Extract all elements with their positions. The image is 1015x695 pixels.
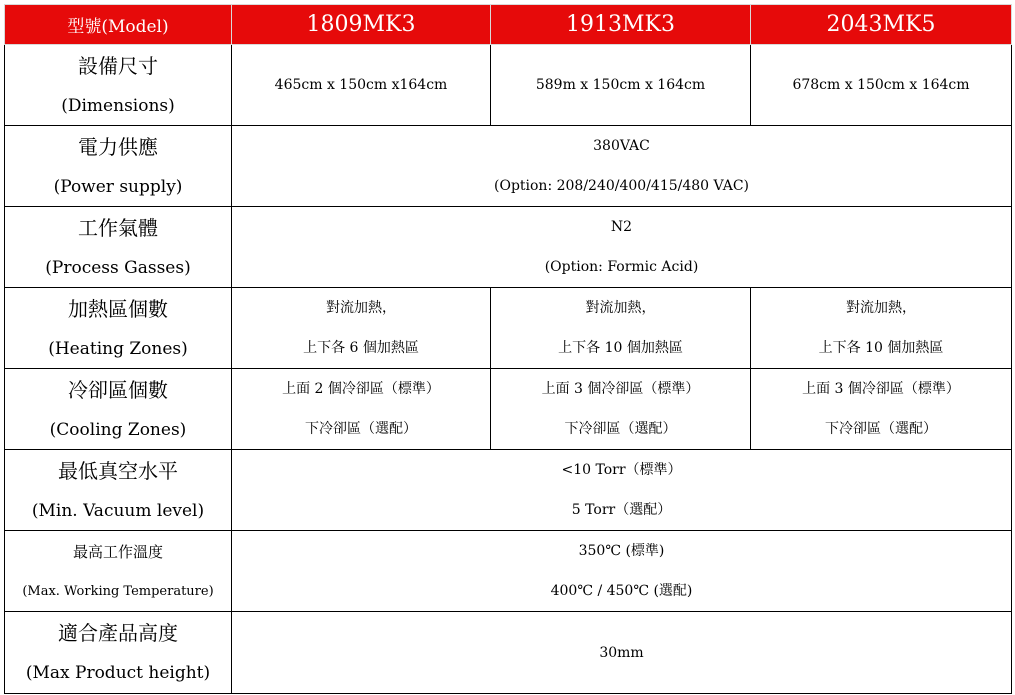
cooling-cell-2: [491, 369, 751, 450]
row-label: [5, 45, 232, 126]
merged-cell: [232, 531, 1012, 612]
row-label: [5, 450, 232, 531]
merged-cell: [232, 207, 1012, 288]
merged-cell: [232, 450, 1012, 531]
label-en: (Power supply): [53, 176, 183, 197]
row-heating-zones: [5, 288, 1012, 369]
label-zh: 加熱區個數: [68, 296, 168, 321]
label-en: (Min. Vacuum level): [31, 500, 205, 521]
value-line-1: 上面 3 個冷卻區（標準）: [541, 381, 700, 397]
value-line-2: (Option: Formic Acid): [544, 259, 699, 275]
cooling-cell-3: [751, 369, 1012, 450]
header-model-3: 2043MK5: [751, 5, 1012, 45]
label-en: (Heating Zones): [48, 338, 188, 359]
value-line-1: <10 Torr（標準）: [561, 462, 682, 478]
header-row: [5, 5, 1012, 45]
row-label: [5, 369, 232, 450]
row-min-vacuum: [5, 450, 1012, 531]
heating-cell-2: [491, 288, 751, 369]
spec-table: [4, 4, 1012, 694]
label-en: (Dimensions): [61, 95, 175, 116]
label-en: (Cooling Zones): [49, 419, 187, 440]
value-line-2: 上下各 10 個加熱區: [818, 340, 944, 356]
value-line-2: 上下各 10 個加熱區: [558, 340, 683, 356]
row-cooling-zones: [5, 369, 1012, 450]
value-line-1: 380VAC: [593, 138, 650, 154]
dimension-value-2: 589m x 150cm x 164cm: [491, 45, 751, 126]
row-dimensions: [5, 45, 1012, 126]
header-model-label: 型號(Model): [5, 5, 232, 45]
value-line-1: 對流加熱，: [326, 300, 396, 316]
row-label: [5, 531, 232, 612]
value-line-1: N2: [610, 219, 633, 235]
value-line-1: 350℃ (標準): [578, 543, 665, 559]
label-zh: 適合產品高度: [58, 620, 178, 645]
row-label: [5, 126, 232, 207]
value-line-1: 對流加熱，: [846, 300, 916, 316]
product-height-value: 30mm: [232, 612, 1012, 694]
value-line-2: 5 Torr（選配）: [571, 502, 672, 518]
label-en: (Max. Working Temperature): [22, 583, 214, 599]
row-max-product-height: [5, 612, 1012, 694]
row-process-gasses: [5, 207, 1012, 288]
heating-cell-1: [232, 288, 491, 369]
value-line-2: 下冷卻區（選配）: [564, 421, 677, 437]
label-zh: 冷卻區個數: [68, 377, 168, 402]
label-en: (Max Product height): [25, 663, 211, 684]
label-zh: 電力供應: [78, 134, 158, 159]
row-label: [5, 288, 232, 369]
label-zh: 設備尺寸: [78, 53, 158, 78]
value-line-1: 上面 2 個冷卻區（標準）: [282, 381, 440, 397]
value-line-2: 400℃ / 450℃ (選配): [550, 583, 693, 599]
value-line-2: 下冷卻區（選配）: [305, 421, 417, 437]
value-line-2: (Option: 208/240/400/415/480 VAC): [494, 178, 749, 194]
cooling-cell-1: [232, 369, 491, 450]
header-model-2: 1913MK3: [491, 5, 751, 45]
header-model-1: 1809MK3: [232, 5, 491, 45]
row-label: [5, 207, 232, 288]
value-line-1: 對流加熱，: [585, 300, 656, 316]
value-line-2: 上下各 6 個加熱區: [303, 340, 419, 356]
row-max-temperature: [5, 531, 1012, 612]
merged-cell: [232, 126, 1012, 207]
label-zh: 工作氣體: [78, 215, 158, 240]
label-zh: 最低真空水平: [58, 458, 178, 483]
label-en: (Process Gasses): [45, 257, 191, 278]
value-line-1: 上面 3 個冷卻區（標準）: [802, 381, 960, 397]
dimension-value-3: 678cm x 150cm x 164cm: [751, 45, 1012, 126]
dimension-value-1: 465cm x 150cm x164cm: [232, 45, 491, 126]
value-line-2: 下冷卻區（選配）: [825, 421, 937, 437]
row-label: [5, 612, 232, 694]
row-power-supply: [5, 126, 1012, 207]
heating-cell-3: [751, 288, 1012, 369]
label-zh: 最高工作溫度: [72, 542, 163, 561]
